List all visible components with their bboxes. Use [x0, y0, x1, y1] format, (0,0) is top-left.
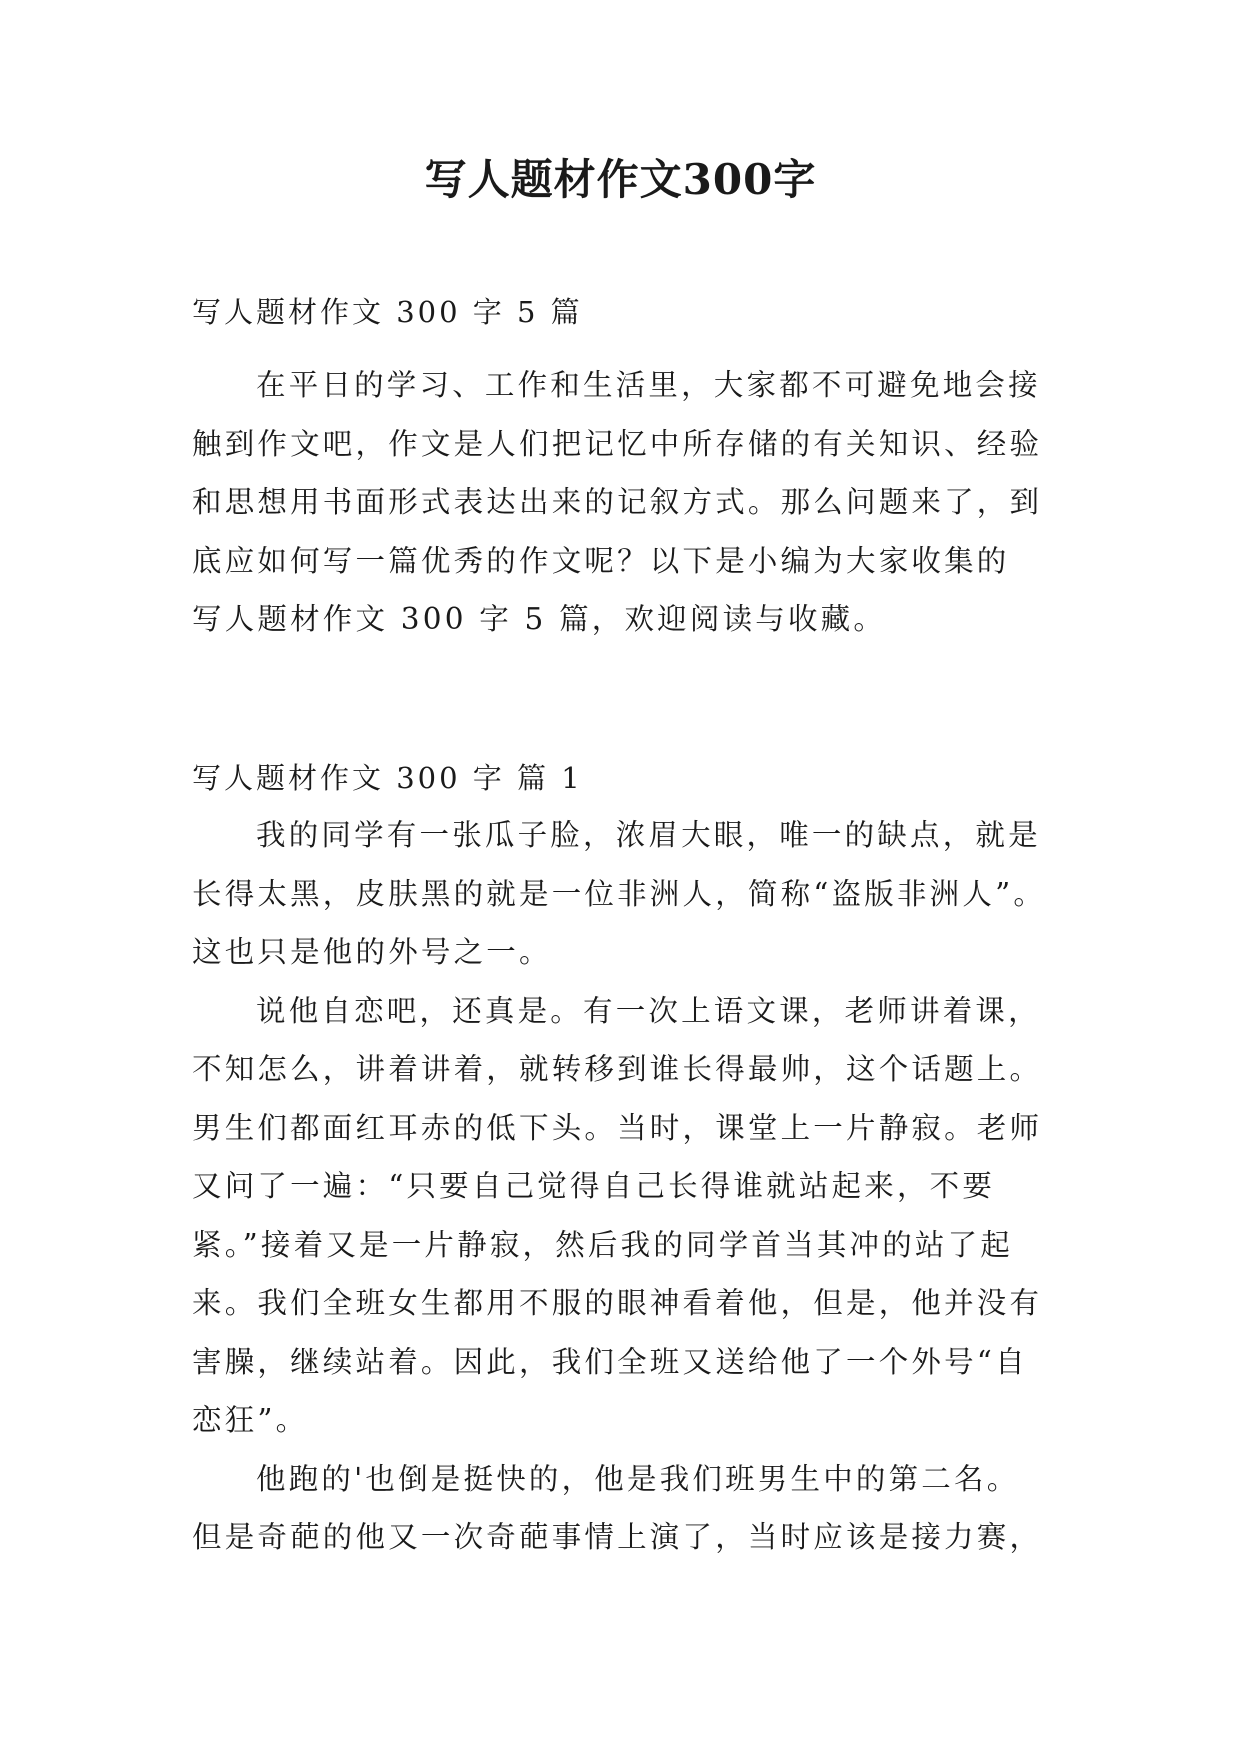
essay-line: 长得太黑，皮肤黑的就是一位非洲人，简称“盗版非洲人”。 — [192, 876, 1047, 911]
essay-line: 来。我们全班女生都用不服的眼神看着他，但是，他并没有 — [192, 1286, 1043, 1320]
essay-body — [192, 806, 1072, 1567]
intro-line: 底应如何写一篇优秀的作文呢？以下是小编为大家收集的 — [192, 543, 1010, 578]
essay-line: 男生们都面红耳赤的低下头。当时，课堂上一片静寂。老师 — [192, 1110, 1043, 1145]
intro-line: 在平日的学习、工作和生活里，大家都不可避免地会接 — [256, 368, 1041, 402]
essay-line: 又问了一遍：“只要自己觉得自己长得谁就站起来，不要 — [192, 1169, 996, 1203]
essay-line: 但是奇葩的他又一次奇葩事情上演了，当时应该是接力赛， — [192, 1520, 1043, 1554]
intro-line: 写人题材作文 300 字 5 篇，欢迎阅读与收藏。 — [192, 602, 887, 636]
intro-line: 触到作文吧，作文是人们把记忆中所存储的有关知识、经验 — [192, 426, 1043, 461]
essay-line: 不知怎么，讲着讲着，就转移到谁长得最帅，这个话题上。 — [192, 1052, 1043, 1086]
essay-line: 这也只是他的外号之一。 — [192, 935, 552, 969]
document-subtitle: 写人题材作文 300 字 5 篇 — [192, 295, 583, 329]
essay-line: 他跑的'也倒是挺快的，他是我们班男生中的第二名。 — [256, 1461, 1020, 1496]
essay-line: 恋狂”。 — [192, 1403, 309, 1437]
document-title: 写人题材作文300字 — [424, 155, 817, 204]
essay-line: 紧。”接着又是一片静寂，然后我的同学首当其冲的站了起 — [192, 1227, 1014, 1262]
essay-heading: 写人题材作文 300 字 篇 1 — [192, 761, 583, 795]
essay-line: 我的同学有一张瓜子脸，浓眉大眼，唯一的缺点，就是 — [256, 818, 1041, 852]
intro-line: 和思想用书面形式表达出来的记叙方式。那么问题来了，到 — [192, 485, 1043, 519]
intro-paragraph — [192, 356, 1072, 649]
essay-line: 害臊，继续站着。因此，我们全班又送给他了一个外号“自 — [192, 1344, 1028, 1379]
essay-line: 说他自恋吧，还真是。有一次上语文课，老师讲着课， — [256, 993, 1041, 1028]
